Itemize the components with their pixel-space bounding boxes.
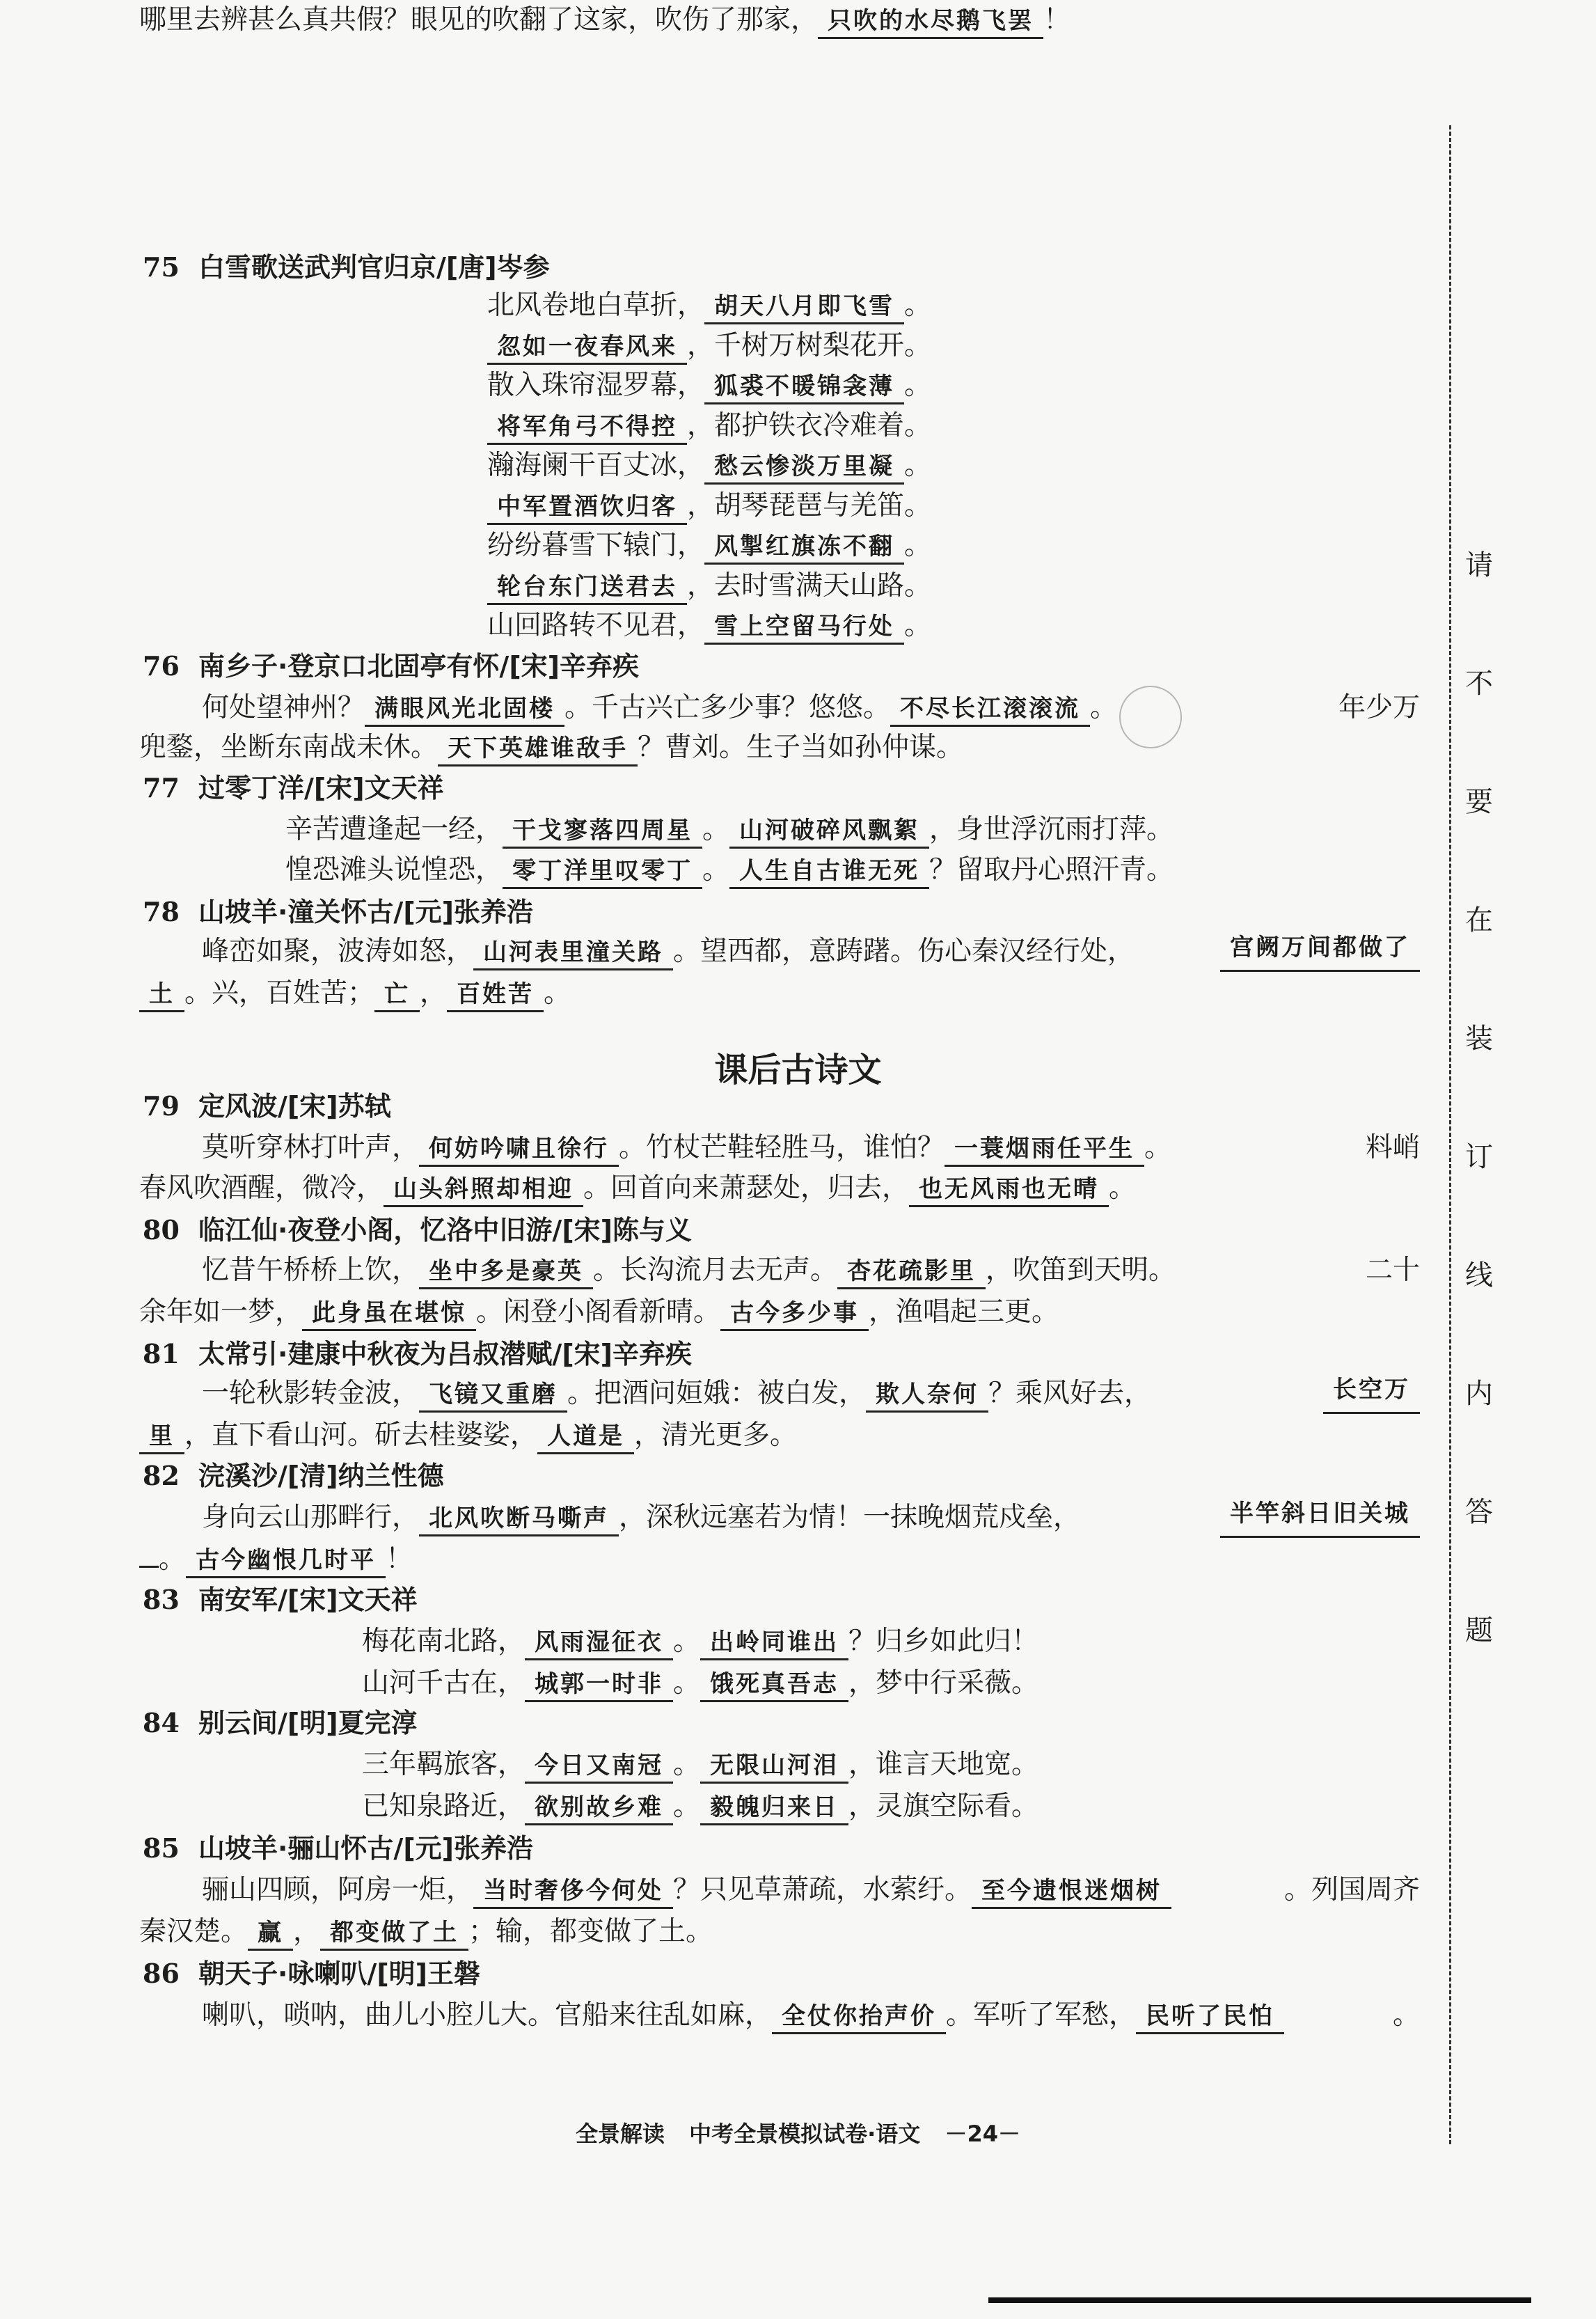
binding-char: 内 [1465,1378,1493,1410]
verse-line [487,326,1596,366]
answer-blank: 何妨吟啸且徐行 [419,1133,619,1167]
prose-line [202,1995,1420,2036]
poem-text: ，吹笛到天明。 [986,1255,1176,1286]
poem-text: 。千古兴亡多少事？悠悠。 [564,692,891,723]
answer-blank: 干戈寥落四周星 [503,815,702,849]
verse-line [487,526,1596,566]
verse-line [487,365,1596,406]
answer-blank [139,1566,159,1568]
question-number: 83 [143,1584,180,1615]
answer-blank: 无限山河泪 [700,1750,848,1784]
answer-blank: 山河表里潼关路 [473,936,673,970]
poem-title: 南乡子·登京口北固亭有怀/[宋]辛弃疾 [198,651,640,682]
verse-line [487,446,1596,486]
answer-blank: 天下英雄谁敌手 [438,732,638,767]
question-number: 75 [143,251,180,283]
line-main [202,1374,1151,1414]
poem-text: 。 [1144,1132,1172,1163]
poem-title: 定风波/[宋]苏轼 [198,1091,391,1122]
poem-text: 二十 [1365,1255,1420,1286]
answer-blank: 出岭同谁出 [700,1626,848,1660]
poem-text: 骊山四顾，阿房一炬， [202,1874,474,1905]
prose-line [139,973,1420,1014]
section-title: 课后古诗文 [714,1051,882,1090]
question-number: 79 [143,1090,180,1122]
poem-text: ，直下看山河。斫去桂婆娑， [184,1420,538,1451]
poem-text: 年少万 [1338,692,1420,723]
poem-text: ！ [386,1543,413,1575]
poem-text: 。 [673,1626,701,1657]
poem-title: 白雪歌送武判官归京/[唐]岑参 [198,252,550,283]
answer-blank: 一蓑烟雨任平生 [945,1133,1144,1167]
poem-text: 。 [904,610,932,641]
poem-text: ，身世浮沉雨打萍。 [929,814,1174,845]
binding-dashed-line [1449,125,1451,2144]
answer-blank: 长空万 [1323,1374,1420,1414]
poem-text: 。 [673,1749,701,1780]
binding-note [1458,543,1500,1727]
verse-line [487,406,1596,446]
poem-title: 山坡羊·骊山怀古/[元]张养浩 [198,1833,534,1864]
poem-text: 春风吹酒醒，微冷， [139,1172,384,1204]
poem-text: ？曹刘。生子当如孙仲谋。 [638,732,964,763]
line-main [202,1497,1080,1538]
poem-text: 。军听了军愁， [946,1999,1137,2031]
prose-line [202,688,1420,728]
poem-text: ，清光更多。 [634,1420,798,1451]
poem-text: 瀚海阑干百丈冰， [487,450,705,481]
poem-text: 北风卷地白草折， [487,290,705,321]
prose-line [139,1292,1420,1333]
poem-text: 喇叭，唢呐，曲儿小腔儿大。官船来往乱如麻， [202,1999,773,2031]
answer-blank: 里 [139,1420,184,1454]
poem-text: 。 [159,1543,187,1575]
poem-text: ，都护铁衣冷难着。 [687,410,932,441]
answer-blank: 愁云惨淡万里凝 [704,450,904,485]
binding-char: 线 [1465,1259,1493,1291]
question-number: 80 [143,1214,180,1245]
poem-title: 山坡羊·潼关怀古/[元]张养浩 [198,897,534,927]
poem-heading [143,247,1361,288]
poem-text: 散入珠帘湿罗幕， [487,370,705,401]
poem-text: 。望西都，意踌躇。伤心秦汉经行处， [673,936,1135,967]
answer-blank: 半竿斜日旧关城 [1220,1497,1420,1538]
question-number: 78 [143,896,180,927]
ink-stamp [1119,686,1182,748]
verse-line [285,850,1503,890]
poem-text: 。闲登小阁看新晴。 [476,1296,721,1328]
answer-blank: 将军角弓不得控 [487,411,687,445]
verse-line [487,285,1596,326]
poem-text: 一轮秋影转金波， [202,1378,420,1409]
answer-blank: 此身虽在堪惊 [302,1297,476,1331]
answer-blank: 飞镜又重磨 [419,1378,567,1413]
poem-heading [143,646,1361,686]
question-number: 76 [143,650,180,682]
poem-title: 浣溪沙/[清]纳兰性德 [198,1461,444,1491]
binding-char: 请 [1465,549,1493,581]
question-number: 82 [143,1460,180,1491]
verse-line [362,1745,1580,1785]
poem-text: 梅花南北路， [362,1626,526,1657]
poem-text: 山回路转不见君， [487,610,705,641]
poem-text: 辛苦遭逢起一经， [285,814,503,845]
answer-blank: 中军置酒饮归客 [487,491,687,525]
poem-text: 。 [544,977,571,1009]
answer-blank: 饿死真吾志 [700,1668,848,1702]
poem-heading [143,1210,1361,1250]
poem-text: ，谁言天地宽。 [848,1749,1039,1780]
poem-text: 。 [904,450,932,481]
binding-char: 不 [1465,668,1493,700]
question-number: 77 [143,772,180,803]
poem-text: 。兴，百姓苦； [184,977,375,1009]
question-number: 84 [143,1707,180,1738]
prose-line [139,1415,1420,1456]
poem-text: 。 [1109,1172,1137,1204]
verse-line [487,486,1596,526]
answer-blank: 全仗你抬声价 [772,2000,946,2034]
prose-line [139,1539,1420,1580]
verse-line [362,1621,1580,1662]
poem-title: 过零丁洋/[宋]文天祥 [198,773,444,803]
answer-blank: 民听了民怕 [1136,2000,1284,2034]
poem-heading [143,1086,1361,1126]
poem-heading [143,1456,1361,1496]
poem-text: 。 [1090,692,1118,723]
answer-blank: 至今遗恨迷烟树 [972,1875,1171,1909]
poem-text: 。竹杖芒鞋轻胜马，谁怕？ [619,1132,945,1163]
prose-line [139,1912,1420,1952]
answer-blank: 欺人奈何 [866,1378,988,1413]
poem-heading [143,1334,1361,1374]
poem-text: ， [420,977,448,1009]
answer-blank: 胡天八月即飞雪 [704,290,904,324]
poem-text: 。把酒问姮娥：被白发， [567,1378,867,1409]
poem-text: ，灵旗空际看。 [848,1791,1039,1822]
verse-line [285,810,1503,850]
poem-text: 。 [904,530,932,561]
answer-blank: 山河破碎风飘絮 [729,815,929,849]
question-number: 86 [143,1958,180,1989]
question-number: 81 [143,1338,180,1369]
poem-text: 料峭 [1365,1132,1420,1163]
poem-title: 太常引·建康中秋夜为吕叔潜赋/[宋]辛弃疾 [198,1339,693,1369]
poem-text: ，渔唱起三更。 [869,1296,1059,1328]
poem-text: 一抹晚烟荒戍垒， [863,1502,1081,1533]
line-main [202,688,1117,728]
poem-text: 。 [673,1791,701,1822]
poem-heading [143,1580,1361,1620]
poem-heading [143,1703,1361,1743]
footer-brand: 全景解读 [575,2121,665,2147]
scan-edge-rule [988,2297,1531,2303]
prose-line [139,1168,1420,1209]
answer-blank: 只吹的水尽鹅飞罢 [818,5,1043,39]
answer-blank: 也无风雨也无晴 [909,1173,1109,1207]
poem-text: 惶恐滩头说惶恐， [285,854,503,886]
poem-text: ，深秋远塞若为情！ [619,1502,864,1533]
prose-line [202,931,1420,972]
binding-char: 在 [1465,904,1493,936]
footer-series: 中考全景模拟试卷·语文 [689,2121,921,2147]
poem-text: 。 [673,1667,701,1699]
prose-line [139,728,1420,768]
poem-text: 身向云山那畔行， [202,1502,420,1533]
answer-blank: 城郭一时非 [525,1668,673,1702]
poem-text: 秦汉楚。 [139,1916,248,1947]
line-main [202,1128,1171,1168]
answer-blank: 毅魄归来日 [700,1791,848,1825]
poem-text: 余年如一梦， [139,1296,303,1328]
answer-blank: 坐中多是豪英 [419,1255,593,1289]
binding-char: 答 [1465,1496,1493,1528]
answer-blank: 零丁洋里叹零丁 [503,855,702,889]
poem-text: ！ [1043,4,1071,36]
poem-text: 三年羁旅客， [362,1749,526,1780]
prose-line [202,1250,1420,1291]
verse-line [487,606,1596,646]
prose-line [202,1870,1420,1910]
poem-text: 哪里去辨甚么真共假？眼见的吹翻了这家，吹伤了那家， [139,4,819,36]
poem-text: ？留取丹心照汗青。 [929,854,1174,886]
answer-blank: 亡 [374,978,420,1012]
line-main [202,931,1135,972]
answer-blank: 山头斜照却相迎 [384,1173,583,1207]
answer-blank: 古今幽恨几时平 [186,1544,386,1578]
answer-blank: 风雨湿征衣 [525,1626,673,1660]
poem-text: ，胡琴琵琶与羌笛。 [687,490,932,521]
answer-blank: 都变做了土 [320,1917,468,1951]
poem-title: 朝天子·咏喇叭/[明]王磐 [198,1958,481,1989]
answer-blank: 轮台东门送君去 [487,571,687,605]
poem-heading [143,768,1361,808]
answer-blank: 忽如一夜春风来 [487,331,687,365]
poem-text: 。列国周齐 [1283,1874,1420,1905]
poem-title: 临江仙·夜登小阁，忆洛中旧游/[宋]陈与义 [198,1215,693,1245]
binding-char: 要 [1465,786,1493,818]
binding-char: 订 [1465,1141,1493,1173]
poem-text: 兜鍪，坐断东南战未休。 [139,732,438,763]
verse-line [362,1663,1580,1704]
poem-text: ？ [988,1378,1016,1409]
poem-text: ，梦中行采薇。 [848,1667,1039,1699]
answer-blank: 风掣红旗冻不翻 [704,530,904,565]
poem-heading [143,892,1361,932]
verse-line [487,566,1596,606]
answer-blank: 当时奢侈今何处 [473,1875,673,1909]
poem-text: ， [293,1916,321,1947]
poem-text: 。 [904,290,932,321]
poem-text: ，千树万树梨花开。 [687,330,932,361]
poem-text: 山河千古在， [362,1667,526,1699]
answer-blank: 百姓苦 [447,978,544,1012]
prose-line [202,1128,1420,1168]
poem-text: 。 [1392,1999,1420,2031]
answer-blank: 赢 [248,1917,293,1951]
poem-text: 纷纷暮雪下辕门， [487,530,705,561]
poem-text: 已知泉路近， [362,1791,526,1822]
poem-text: 。 [904,370,932,401]
poem-text: 何处望神州？ [202,692,365,723]
answer-blank: 北风吹断马嘶声 [419,1502,619,1536]
poem-text: ；输，都变做了土。 [468,1916,713,1947]
poem-text: 。回首向来萧瑟处，归去， [583,1172,910,1204]
line-main [202,1250,1176,1291]
poem-text: ，去时雪满天山路。 [687,570,932,602]
answer-blank: 宫阙万间都做了 [1220,931,1420,972]
answer-blank: 雪上空留马行处 [704,611,904,645]
answer-blank: 今日又南冠 [525,1750,673,1784]
prose-line [202,1497,1420,1538]
poem-text: 乘风好去， [1016,1378,1152,1409]
binding-char: 题 [1465,1614,1493,1646]
question-number: 85 [143,1832,180,1864]
footer-page-number: －24－ [945,2121,1020,2147]
answer-blank: 不尽长江滚滚流 [890,693,1090,727]
answer-blank: 狐裘不暖锦衾薄 [704,370,904,404]
answer-blank: 人道是 [537,1420,634,1454]
poem-text: ？只见草萧疏，水萦纡。 [673,1874,972,1905]
poem-text: 莫听穿林打叶声， [202,1132,420,1163]
line-main [202,1995,1284,2036]
poem-heading [143,1954,1361,1994]
answer-blank: 杏花疏影里 [837,1255,986,1289]
poem-text: 峰峦如聚，波涛如怒， [202,936,474,967]
line-main [202,1870,1171,1910]
prose-line [139,0,1420,40]
page-footer [0,2116,1596,2148]
poem-title: 南安军/[宋]文天祥 [198,1585,418,1615]
poem-text: 。 [702,854,730,886]
poem-heading [143,1828,1361,1869]
answer-blank: 欲别故乡难 [525,1791,673,1825]
poem-text: 。 [702,814,730,845]
poem-title: 别云间/[明]夏完淳 [198,1708,418,1738]
poem-text: 。长沟流月去无声。 [593,1255,838,1286]
binding-char: 装 [1465,1023,1493,1055]
answer-blank: 土 [139,978,184,1012]
verse-line [362,1786,1580,1827]
poem-text: ？归乡如此归！ [848,1626,1039,1657]
answer-blank: 古今多少事 [720,1297,869,1331]
answer-blank: 满眼风光北固楼 [365,693,564,727]
prose-line [202,1374,1420,1414]
poem-text: 忆昔午桥桥上饮， [202,1255,420,1286]
answer-blank: 人生自古谁无死 [729,855,929,889]
